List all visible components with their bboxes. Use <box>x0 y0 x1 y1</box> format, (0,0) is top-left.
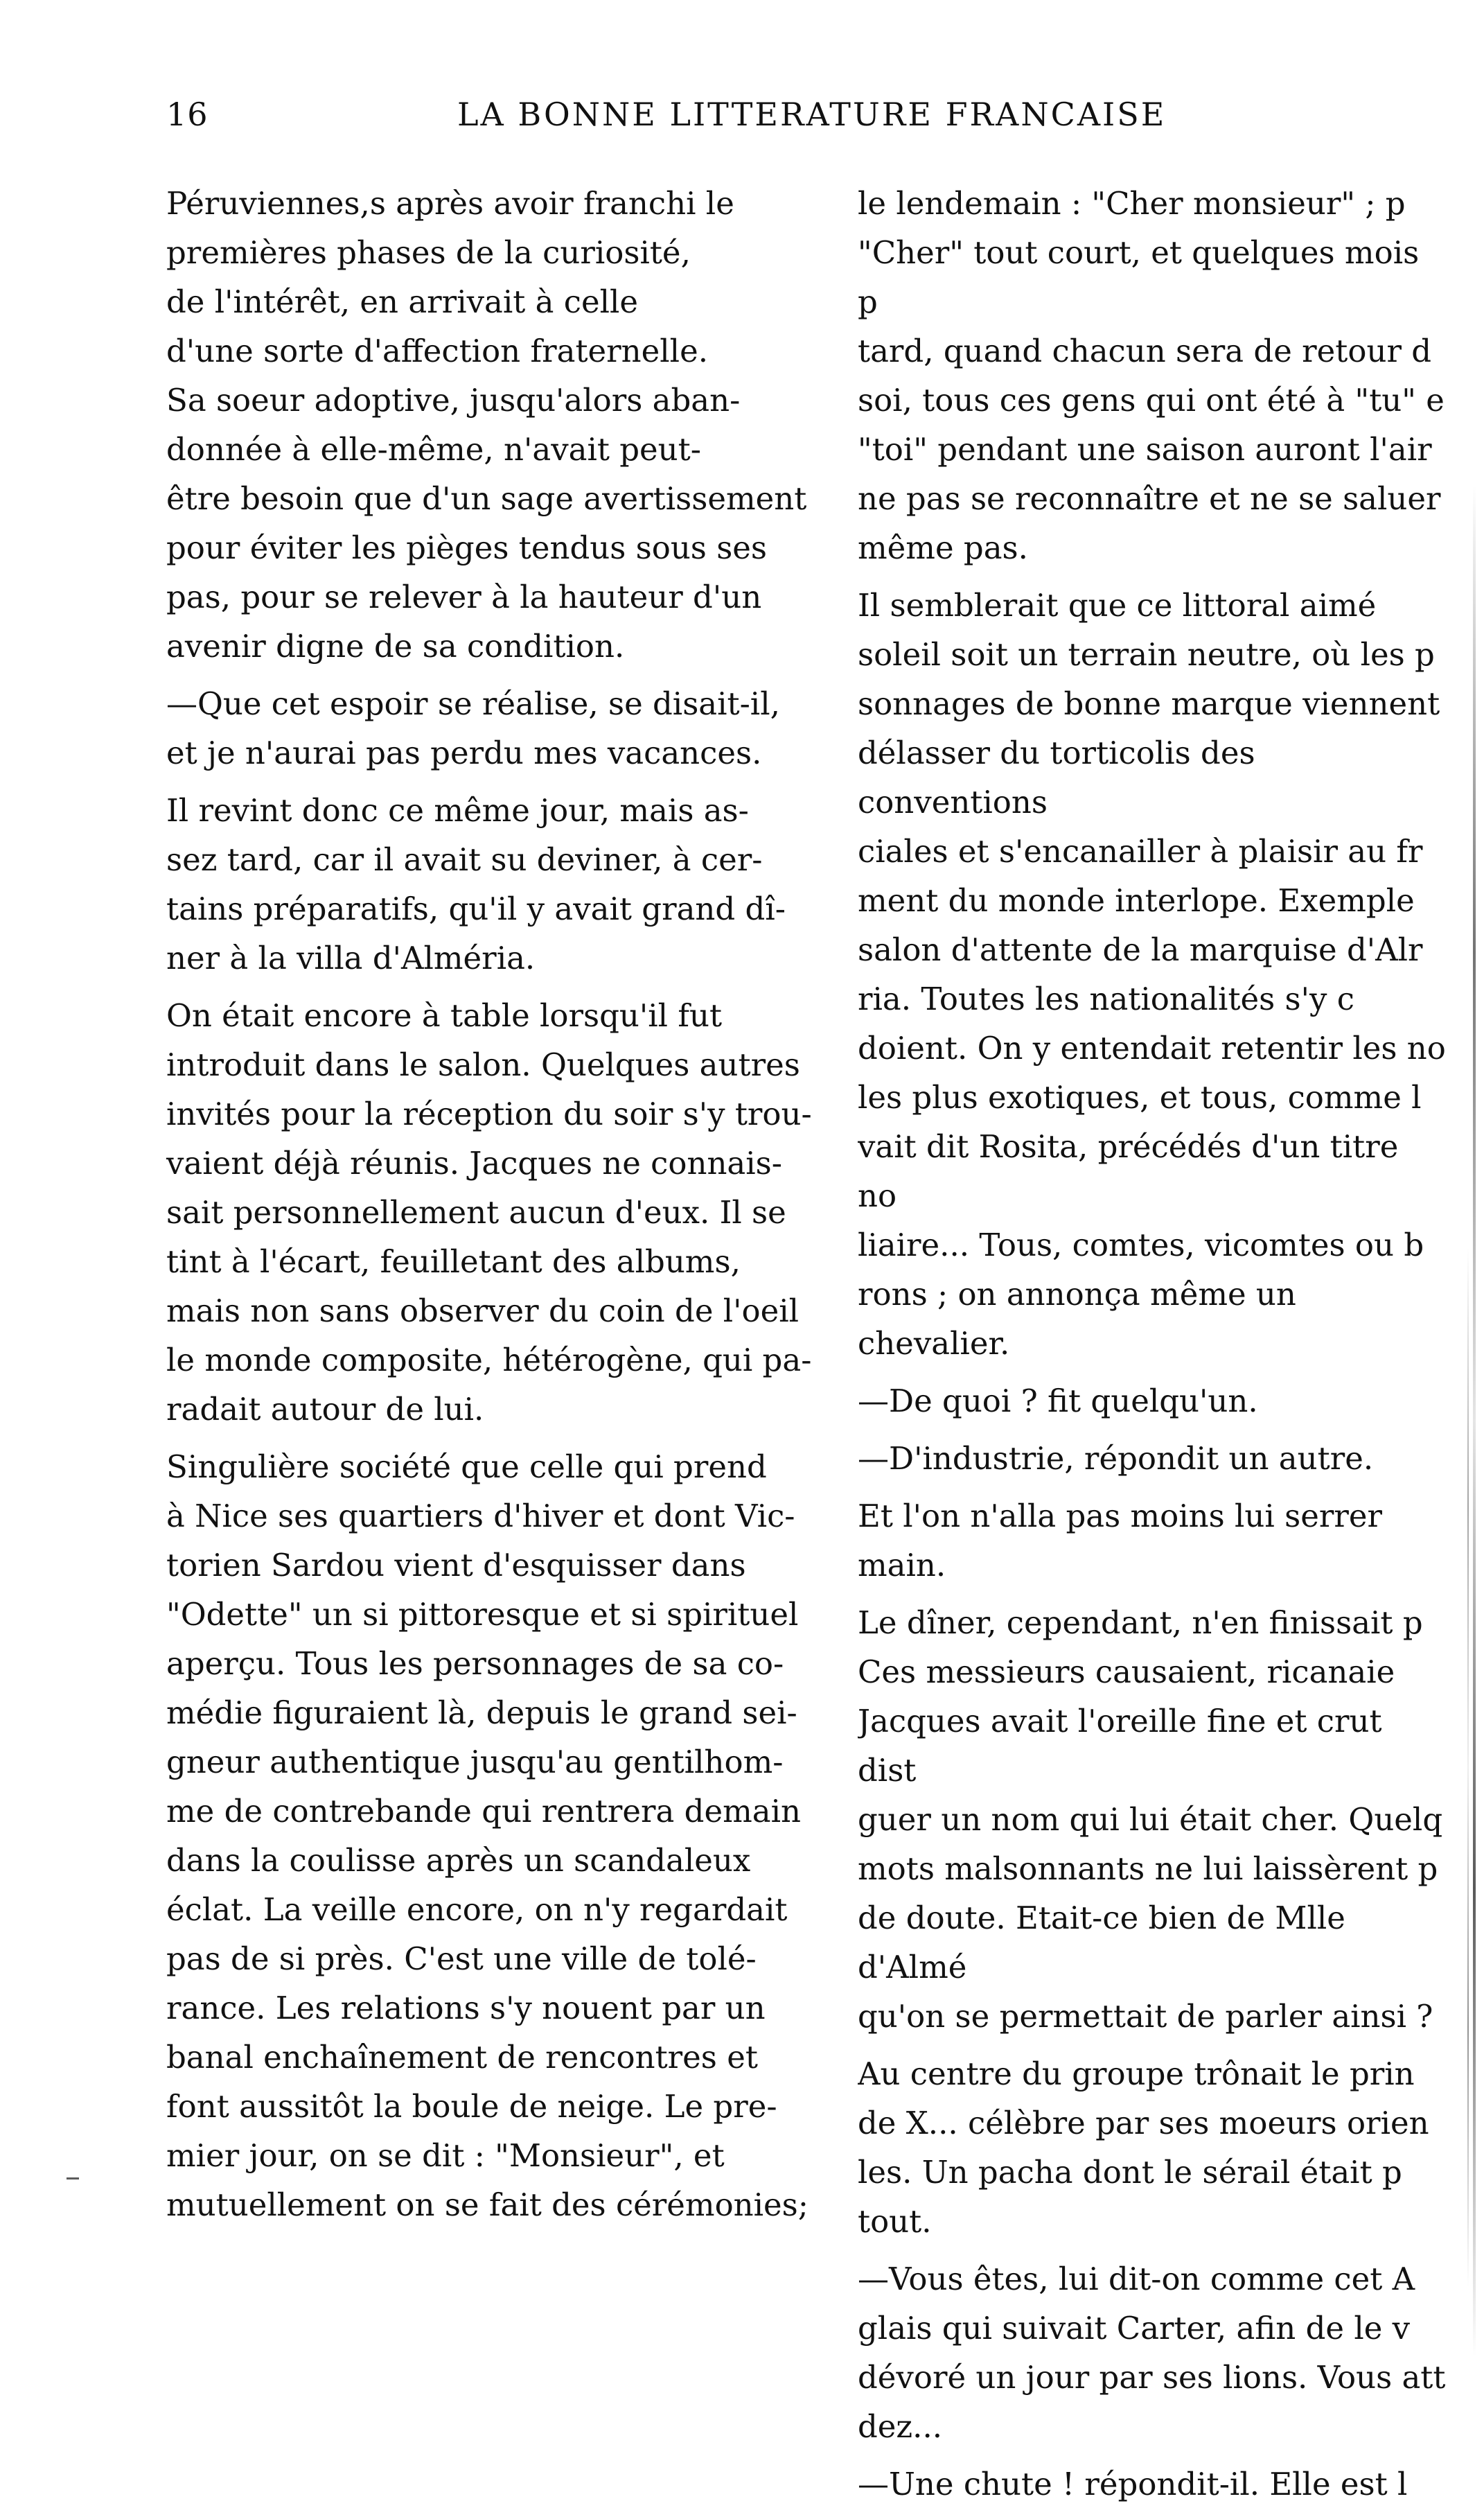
right-paragraph-5: Et l'on n'alla pas moins lui serrer main. <box>858 1498 1383 1584</box>
left-text-column <box>166 179 818 2229</box>
right-text-column <box>858 179 1447 2517</box>
left-paragraph-1: Péruviennes,s après avoir franchi le premières phases de la curiosité, de l'intérêt, en arrivait à celle d'une sorte d'affection fraternelle. Sa soeur adoptive, jusqu'alors aban- donnée à elle-même, n'avait peut- être besoin que d'un sage avertissement pour éviter les pièges tendus sous ses pas, pour se relever à la hauteur d'un avenir digne de sa condition. <box>166 185 807 665</box>
scan-edge-mark <box>1473 485 1476 2356</box>
left-paragraph-4: On était encore à table lorsqu'il fut introduit dans le salon. Quelques autres invités pour la réception du soir s'y trou- vaient déjà réunis. Jacques ne connais- sait personnellement aucun d'eux. Il se tint à l'écart, feuilletant des albums, mais non sans observer du coin de l'oeil le monde composite, hétérogène, qui pa- radait autour de lui. <box>166 997 812 1428</box>
right-paragraph-2: Il semblerait que ce littoral aimé soleil soit un terrain neutre, où les p sonnages de bonne marque viennent délasser du torticolis des conventions ciales et s'encanailler à plaisir au fr ment du monde interlope. Exemple salon d'attente de la marquise d'Alr ria. Toutes les nationalités s'y c doient. On y entendait retentir les no les plus exotiques, et tous, comme l vait dit Rosita, précédés d'un titre no liaire... Tous, comtes, vicomtes ou b rons ; on annonça même un chevalier. <box>858 587 1446 1362</box>
scan-edge-mark-secondary <box>1467 1247 1469 2287</box>
page-number: 16 <box>166 96 209 133</box>
running-title: LA BONNE LITTERATURE FRANCAISE <box>457 96 1167 133</box>
left-paragraph-5: Singulière société que celle qui prend à Nice ses quartiers d'hiver et dont Vic- torien Sardou vient d'esquisser dans "Odette" un si pittoresque et si spirituel aperçu. Tous les personnages de sa co- médie figuraient là, depuis le grand sei- gneur authentique jusqu'au gentilhom- me de contrebande qui rentrera demain dans la coulisse après un scandaleux éclat. La veille encore, on n'y regardait pas de si près. C'est une ville de tolé- rance. Les relations s'y nouent par un banal enchaînement de rencontres et font aussitôt la boule de neige. Le pre- mier jour, on se dit : "Monsieur", et mutuellement on se fait des cérémonies; <box>166 1448 809 2223</box>
right-paragraph-3: —De quoi ? fit quelqu'un. <box>858 1383 1258 1419</box>
left-paragraph-3: Il revint donc ce même jour, mais as- sez tard, car il avait su deviner, à cer- tains préparatifs, qu'il y avait grand dî- ner à la villa d'Alméria. <box>166 792 786 976</box>
page-header <box>166 96 1323 151</box>
right-paragraph-6: Le dîner, cependant, n'en finissait p Ces messieurs causaient, ricanaie Jacques avait l'oreille fine et crut dist guer un nom qui lui était cher. Quelq mots malsonnants ne lui laissèrent p de doute. Etait-ce bien de Mlle d'Almé qu'on se permettait de parler ainsi ? <box>858 1604 1443 2035</box>
right-paragraph-8: —Vous êtes, lui dit-on comme cet A glais qui suivait Carter, afin de le v dévoré un jour par ses lions. Vous att dez... <box>858 2261 1446 2445</box>
right-paragraph-7: Au centre du groupe trônait le prin de X... célèbre par ses moeurs orien les. Un pacha dont le sérail était p tout. <box>858 2055 1429 2240</box>
left-paragraph-2: —Que cet espoir se réalise, se disait-il, et je n'aurai pas perdu mes vacances. <box>166 685 780 771</box>
right-paragraph-4: —D'industrie, répondit un autre. <box>858 1440 1374 1477</box>
right-paragraph-9: —Une chute ! répondit-il. Elle est l <box>858 2466 1408 2502</box>
small-dash-mark <box>67 2177 79 2180</box>
right-paragraph-1: le lendemain : "Cher monsieur" ; p "Cher" tout court, et quelques mois p tard, quand chacun sera de retour d soi, tous ces gens qui ont été à "tu" e "toi" pendant une saison auront l'air ne pas se reconnaître et ne se saluer même pas. <box>858 185 1445 566</box>
